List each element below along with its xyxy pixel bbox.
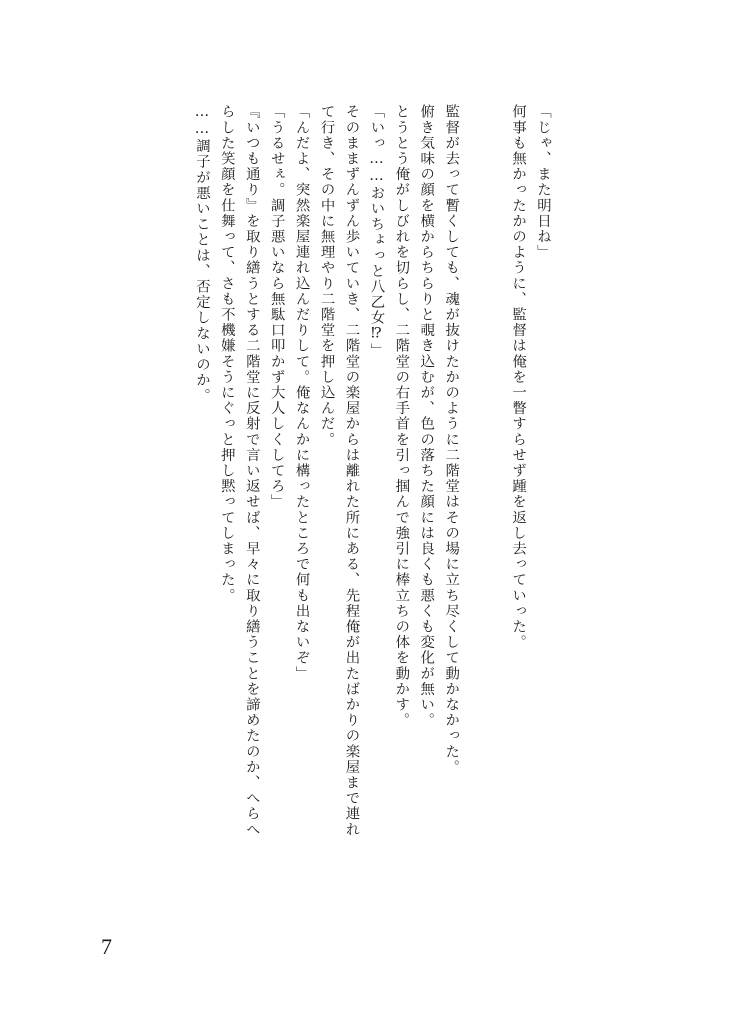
text-line: そのままずんずん歩いていき、二階堂の楽屋からは離れた所にある、先程俺が出たばかりの楽屋まで連れ [343,104,360,838]
text-line: ……調子が悪いことは、否定しないのか。 [193,104,210,404]
text-line: 監督が去って暫くしても、魂が抜けたかのように二階堂はその場に立ち尽くして動かなかった。 [443,104,460,775]
text-line: 「うるせぇ。調子悪いなら無駄口叩かず大人しくしてろ」 [268,104,285,510]
page-number: 7 [101,934,112,959]
text-line: とうとう俺がしびれを切らし、二階堂の右手首を引っ掴んで強引に棒立ちの体を動かす。 [393,104,410,728]
text-line: 「んだよ、突然楽屋連れ込んだりして。俺なんかに構ったところで何も出ないぞ」 [293,104,310,682]
text-line: 何事も無かったかのように、監督は俺を一瞥すらせず踵を返し去っていった。 [510,104,527,650]
text-line: 俯き気味の顔を横からちらりと覗き込むが、色の落ちた顔には良くも悪くも変化が無い。 [418,104,435,728]
text-line: 「いっ……おいちょっと八乙女⁉」 [368,104,385,359]
paragraph-gap [463,104,505,904]
vertical-text-block [95,104,555,904]
text-line: らした笑顔を仕舞って、さも不機嫌そうにぐっと押し黙ってしまった。 [218,104,235,604]
text-line: て行き、その中に無理やり二階堂を押し込んだ。 [318,104,335,448]
text-line: 「じゃ、また明日ね」 [535,104,551,260]
text-line: 『いつも通り』を取り繕うとする二階堂に反射で言い返せば、早々に取り繕うことを諦めたのか、へらへ [243,104,260,838]
